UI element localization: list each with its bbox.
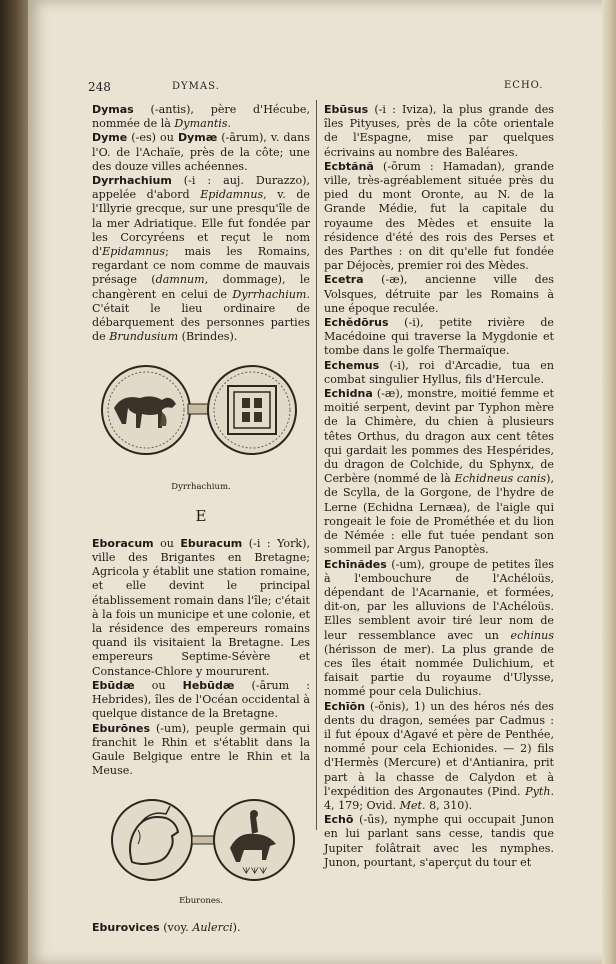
headword: Dyrrhachium bbox=[92, 174, 172, 188]
entry-echion bbox=[324, 700, 554, 814]
headword: Ecbtănă bbox=[324, 159, 374, 173]
entry-text: (-i), petite rivière de Macédoine qui traverse la Mygdonie et tombe dans le golfe Thermaïque. bbox=[324, 316, 554, 358]
entry-dyrrhachium bbox=[92, 174, 310, 344]
entry-text: , v. de l'Illyrie grecque, sur une presqu'île de la mer Adriatique. Elle fut fondée par les Corcyréens et reçut le nom d' bbox=[92, 188, 310, 259]
entry-text: (-i : auj. Durazzo), appelée d'abord bbox=[92, 174, 310, 202]
entry-text: ). bbox=[232, 920, 241, 934]
entry-text: (-ŏnis), 1) un des héros nés des dents du dragon, semées par Cadmus : il fut époux d'Agavé et père de Penthée, nommé pour cela Echionides. — 2) fils d'Hermès (Mercure) et d'Antianira, prit part à la chasse de Calydon et à l'expédition des Argonautes (Pind. bbox=[324, 699, 554, 798]
italic-text: echinus bbox=[510, 628, 554, 642]
italic-text: Dyrrhachium bbox=[232, 287, 307, 301]
entry-text: ), de Scylla, de la Gorgone, de l'hydre de Lerne (Echidna Lernæa), de l'aigle qui rongeait le foie de Prométhée et du lion de Némée : elle fut tuée pendant son sommeil par Argus Panoptès. bbox=[324, 472, 554, 557]
entry-text: . bbox=[227, 117, 232, 131]
headword: Eburovices bbox=[92, 920, 160, 934]
headword: Ebūsus bbox=[324, 103, 369, 116]
entry-text: (-es) ou bbox=[127, 131, 178, 145]
headword: Echidna bbox=[324, 387, 373, 401]
entry-text: (-æ), ancienne ville des Volsques, détruite par les Romains à une époque reculée. bbox=[324, 273, 554, 315]
entry-echidna bbox=[324, 387, 554, 557]
italic-text: damnum bbox=[155, 273, 205, 287]
headword: Ecetra bbox=[324, 273, 364, 287]
left-column bbox=[92, 103, 310, 935]
italic-text: Epidamnus bbox=[102, 245, 166, 259]
figure-caption: Dyrrhachium. bbox=[171, 482, 231, 493]
italic-text: Brundusium bbox=[109, 330, 179, 344]
entry-text: (-ōrum : Hamadan), grande ville, très-agréablement située près du pied du mont Oronte, au N. de la Grande Médie, fut la capitale du royaume des Mèdes et ensuite la résidence d'été des rois des Perses et des Parthes : on dit qu'elle fut fondée par Déjocès, premier roi des Mèdes. bbox=[324, 159, 554, 273]
entry-text: (-ārum : Hebrides), îles de l'Océan occidental à quelque distance de la Bretagne. bbox=[92, 678, 310, 721]
italic-text: Met. bbox=[399, 798, 426, 812]
page-edge bbox=[602, 0, 616, 964]
headword: Ebūdæ bbox=[92, 678, 135, 692]
section-letter: E bbox=[195, 506, 207, 525]
entry-text: . C'était le lieu ordinaire de débarquement des personnes parties de bbox=[92, 287, 310, 344]
column-divider bbox=[316, 100, 317, 830]
entry-eburovices bbox=[92, 921, 310, 935]
entry-ecetra bbox=[324, 273, 554, 316]
entry-text: (-ārum), v. dans l'O. de l'Achaïe, près de la côte; une des douze villes achéennes. bbox=[92, 131, 310, 173]
italic-text: Dymantis bbox=[174, 117, 228, 131]
entry-text: 4, 179; Ovid. bbox=[324, 798, 400, 812]
italic-text: Echidneus canis bbox=[454, 472, 547, 486]
entry-echedorus bbox=[324, 316, 554, 359]
entry-text: , dommage), le changèrent en celui de bbox=[92, 273, 310, 301]
headword: Eburacum bbox=[180, 536, 243, 550]
page-number: 248 bbox=[88, 80, 111, 94]
entry-echo bbox=[324, 813, 554, 870]
right-running-head: ECHO. bbox=[504, 80, 544, 91]
entry-text: ou bbox=[153, 536, 181, 550]
entry-echemus bbox=[324, 359, 554, 387]
headword: Eboracum bbox=[92, 536, 154, 550]
entry-text: (-um), groupe de petites îles à l'embouchure de l'Achéloüs, dépendant de l'Acarnanie, et formées, dit-on, par les alluvions de l'Achéloüs. Elles semblent avoir tiré leur nom de leur ressemblance avec un bbox=[324, 557, 554, 642]
entry-eboracum bbox=[92, 537, 310, 679]
entry-text: (Brindes). bbox=[178, 330, 238, 344]
headword: Echīōn bbox=[324, 699, 366, 713]
entry-text: 8, 310). bbox=[425, 798, 473, 812]
headword: Eburōnes bbox=[92, 721, 151, 735]
italic-text: Epidamnus bbox=[200, 188, 264, 202]
left-running-head: DYMAS. bbox=[172, 81, 220, 92]
entry-text: (-æ), monstre, moitié femme et moitié serpent, devint par Typhon mère de la Chimère, du chien à plusieurs têtes Orthus, du dragon aux cent têtes qui gardait les pommes des Hespérides, du dragon de Colchide, du Sphynx, de Cerbère (nommé de là bbox=[324, 387, 554, 486]
entry-text: (hérisson de mer). La plus grande de ces îles était nommée Dulichium, et faisait partie du royaume d'Ulysse, nommé pour cela Dulichius. bbox=[324, 642, 554, 699]
entry-ebudae bbox=[92, 679, 310, 722]
entry-text: (-antis), père d'Hécube, nommée de là bbox=[92, 103, 310, 131]
svg-text:ᗐᗐᗐ: ᗐᗐᗐ bbox=[242, 867, 268, 878]
entry-ebusus bbox=[324, 103, 554, 160]
headword: Hebūdæ bbox=[182, 678, 235, 692]
italic-text: Aulerci bbox=[192, 920, 233, 934]
entry-text: ; mais les Romains, regardant ce nom comme de mauvais présage ( bbox=[92, 245, 310, 287]
entry-text: (voy. bbox=[159, 920, 193, 934]
headword: Dymæ bbox=[177, 131, 218, 145]
coin-illustration-dyrrhachium bbox=[92, 356, 310, 476]
entry-ecbatana bbox=[324, 160, 554, 274]
entry-text: (-um), peuple germain qui franchit le Rhin et s'établit dans la Gaule Belgique entre le Rhin et la Meuse. bbox=[92, 721, 310, 778]
entry-text: (-i : York), ville des Brigantes en Bretagne; Agricola y établit une station romaine, et elle devint le principal établissement romain dans l'île; c'était à la fois un municipe et une colonie, et la résidence des empereurs romains quand ils visitaient la Bretagne. Les empereurs Septime-Sévère et Constance-Chlore y moururent. bbox=[92, 536, 310, 678]
entry-dyme bbox=[92, 131, 310, 174]
book-spine bbox=[0, 0, 28, 964]
entry-text: (-i), roi d'Arcadie, tua en combat singulier Hyllus, fils d'Hercule. bbox=[324, 358, 554, 386]
entry-dymas bbox=[92, 103, 310, 131]
headword: Dyme bbox=[92, 131, 128, 145]
entry-echinades bbox=[324, 558, 554, 700]
italic-text: Pyth. bbox=[525, 784, 554, 798]
figure-caption: Eburones. bbox=[179, 896, 223, 907]
headword: Dymas bbox=[92, 103, 134, 116]
entry-text: (-i : Iviza), la plus grande des îles Pityuses, près de la côte orientale de l'Espagne, mise par quelques écrivains au nombre des Baléares. bbox=[324, 103, 554, 159]
running-header bbox=[88, 80, 566, 96]
headword: Echemus bbox=[324, 358, 380, 372]
entry-text: ou bbox=[134, 678, 183, 692]
coin-illustration-eburones bbox=[92, 790, 310, 890]
entry-eburones bbox=[92, 722, 310, 779]
right-column bbox=[324, 103, 554, 870]
headword: Echĕdōrus bbox=[324, 316, 389, 330]
entry-text: (-ūs), nymphe qui occupait Junon en lui parlant sans cesse, tandis que Jupiter folâtrait avec les nymphes. Junon, pourtant, s'aperçut du tour et bbox=[324, 813, 554, 869]
headword: Echō bbox=[324, 813, 354, 827]
headword: Echīnădes bbox=[324, 557, 387, 571]
